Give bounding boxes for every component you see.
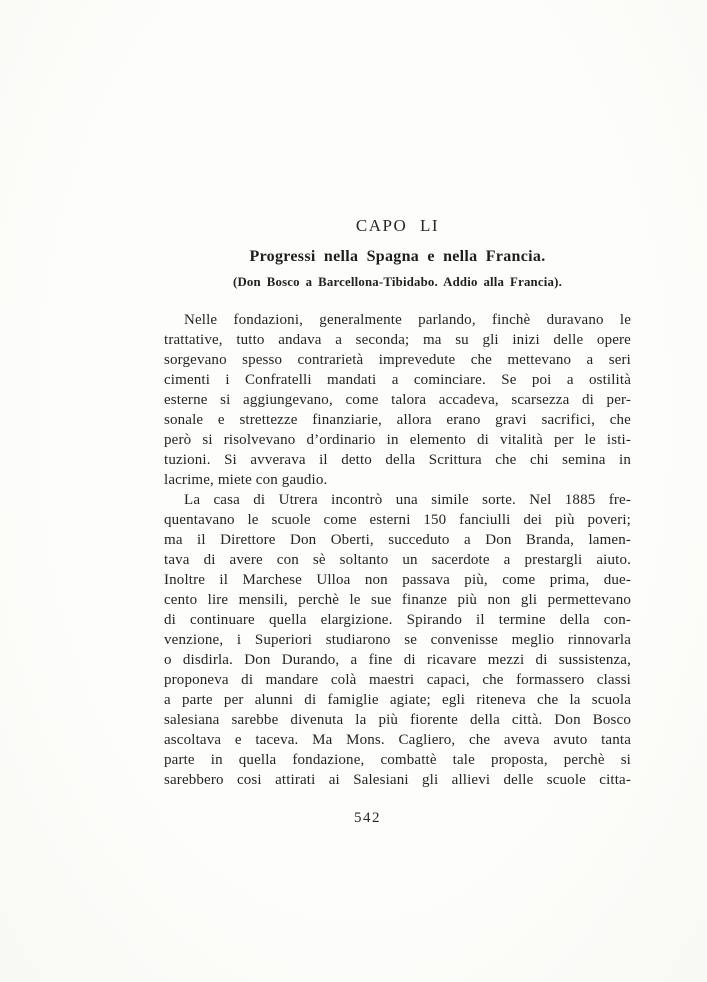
text-line: salesiana sarebbe divenuta la più fiorente della città. Don Bosco [164, 712, 631, 728]
chapter-title: Progressi nella Spagna e nella Francia. [249, 248, 546, 265]
text-line: cimenti i Confratelli mandati a cominciare. Se poi a ostilità [164, 372, 631, 388]
text-line: o disdirla. Don Durando, a fine di ricavare mezzi di sussistenza, [164, 652, 631, 668]
text-line: a parte per alunni di famiglie agiate; egli riteneva che la scuola [164, 692, 631, 708]
body-text [164, 310, 631, 790]
paragraph [164, 310, 631, 490]
text-line: di continuare quella elargizione. Spirando il termine della con- [164, 612, 631, 628]
text-line: esterne si aggiungevano, come talora accadeva, scarsezza di per- [164, 392, 631, 408]
text-line: ascoltava e taceva. Ma Mons. Cagliero, che aveva avuto tanta [164, 732, 631, 748]
text-line: ma il Direttore Don Oberti, succeduto a Don Branda, lamen- [164, 532, 631, 548]
text-line: cento lire mensili, perchè le sue finanze più non gli permettevano [164, 592, 631, 608]
text-line: venzione, i Superiori studiarono se convenisse meglio rinnovarla [164, 632, 631, 648]
text-line: tuzioni. Si avverava il detto della Scrittura che chi semina in [164, 452, 631, 468]
text-line: però si risolvevano d’ordinario in elemento di vitalità per le isti- [164, 432, 631, 448]
text-line: La casa di Utrera incontrò una simile sorte. Nel 1885 fre- [184, 492, 631, 508]
paragraph [164, 490, 631, 790]
text-line: trattative, tutto andava a seconda; ma su gli inizi delle opere [164, 332, 631, 348]
text-line: proponeva di mandare colà maestri capaci, che formassero classi [164, 672, 631, 688]
text-line: Nelle fondazioni, generalmente parlando, finchè duravano le [184, 312, 631, 328]
chapter-subtitle: (Don Bosco a Barcellona-Tibidabo. Addio alla Francia). [233, 275, 562, 289]
text-line: sarebbero cosi attirati ai Salesiani gli allievi delle scuole citta- [164, 772, 631, 788]
text-line: lacrime, miete con gaudio. [164, 472, 328, 488]
text-line: tava di avere con sè soltanto un sacerdote a prestargli aiuto. [164, 552, 631, 568]
text-line: sorgevano spesso contrarietà imprevedute che mettevano a seri [164, 352, 631, 368]
chapter-heading: CAPO LI [355, 216, 440, 235]
text-line: parte in quella fondazione, combattè tale proposta, perchè si [164, 752, 631, 768]
text-line: Inoltre il Marchese Ulloa non passava più, come prima, due- [164, 572, 631, 588]
page-number: 542 [354, 810, 381, 826]
text-line: sonale e strettezze finanziarie, allora erano gravi sacrifici, che [164, 412, 631, 428]
text-line: quentavano le scuole come esterni 150 fanciulli dei più poveri; [164, 512, 631, 528]
